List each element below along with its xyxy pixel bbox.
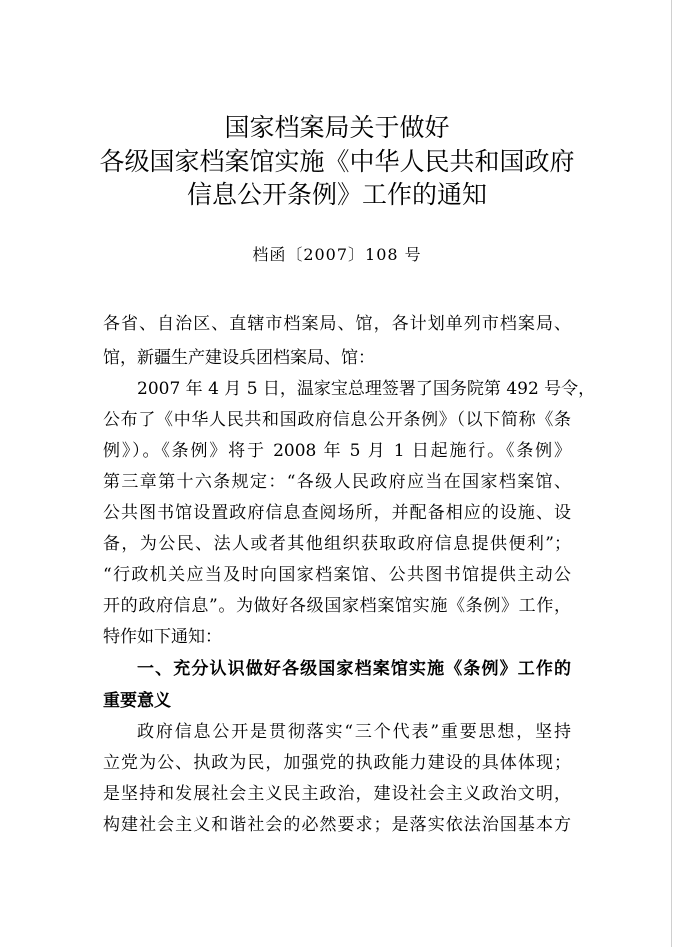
paragraph-line: “行政机关应当及时向国家档案馆、公共图书馆提供主动公 — [103, 565, 571, 585]
section-heading-line-2: 重要意义 — [103, 691, 171, 711]
document-number: 档函〔2007〕108 号 — [252, 245, 422, 264]
document-title-line-1: 国家档案局关于做好 — [224, 113, 450, 142]
paragraph-line: 构建社会主义和谐社会的必然要求；是落实依法治国基本方 — [103, 815, 571, 835]
paragraph-line: 第三章第十六条规定：“各级人民政府应当在国家档案馆、 — [103, 472, 571, 492]
document-title-line-2: 各级国家档案馆实施《中华人民共和国政府 — [99, 147, 575, 176]
paragraph-line: 公共图书馆设置政府信息查阅场所，并配备相应的设施、设 — [103, 503, 571, 523]
paragraph-line: 特作如下通知： — [103, 627, 222, 647]
section-heading-line-1: 一、充分认识做好各级国家档案馆实施《条例》工作的 — [137, 659, 571, 679]
paragraph-line: 政府信息公开是贯彻落实“三个代表”重要思想，坚持 — [137, 722, 571, 742]
page-edge — [671, 0, 672, 947]
paragraph-line: 备，为公民、法人或者其他组织获取政府信息提供便利”； — [103, 534, 571, 554]
addressee-line-1: 各省、自治区、直辖市档案局、馆，各计划单列市档案局、 — [103, 314, 571, 334]
paragraph-line: 例》）。《条例》将于 2008 年 5 月 1 日起施行。《条例》 — [103, 441, 571, 461]
paragraph-line: 公布了《中华人民共和国政府信息公开条例》（以下简称《条 — [103, 410, 571, 430]
addressee-line-2: 馆，新疆生产建设兵团档案局、馆： — [103, 348, 375, 368]
paragraph-line: 立党为公、执政为民，加强党的执政能力建设的具体体现； — [103, 753, 571, 773]
paragraph-line: 开的政府信息”。为做好各级国家档案馆实施《条例》工作， — [103, 596, 571, 616]
document-title-line-3: 信息公开条例》工作的通知 — [186, 180, 487, 209]
paragraph-line: 是坚持和发展社会主义民主政治，建设社会主义政治文明， — [103, 784, 571, 804]
paragraph-line: 2007 年 4 月 5 日，温家宝总理签署了国务院第 492 号令， — [137, 379, 596, 399]
